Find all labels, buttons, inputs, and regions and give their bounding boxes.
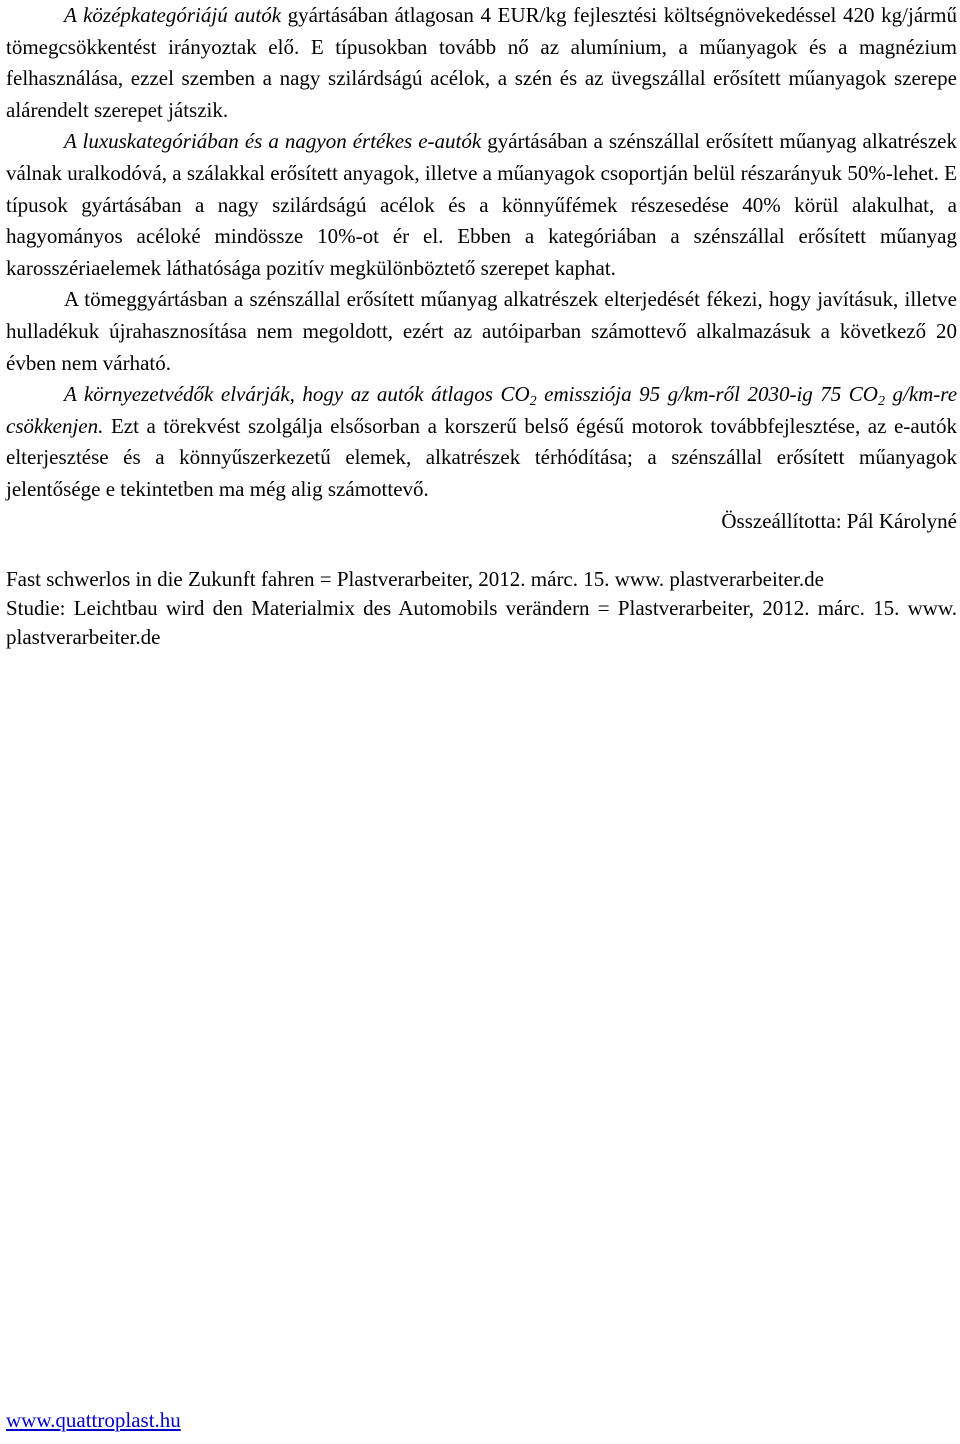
italic-lead: A luxuskategóriában és a nagyon értékes e-autók bbox=[64, 129, 482, 154]
references-list bbox=[6, 565, 957, 652]
paragraph-text: A tömeggyártásban a szénszállal erősített műanyag alkatrészek elterjedését fékezi, hogy javításuk, illetve hulladékuk újrahasznosítása nem megoldott, ezért az autóiparban számottevő alkalmazásuk a következő 20 évben nem várható. bbox=[6, 287, 957, 375]
author-credit: Összeállította: Pál Károlyné bbox=[721, 508, 957, 533]
italic-text-b: emissziója 95 g/km-ről 2030-ig 75 CO bbox=[536, 382, 878, 407]
subscript-2: 2 bbox=[877, 394, 885, 410]
reference-item: Fast schwerlos in die Zukunft fahren = Plastverarbeiter, 2012. márc. 15. www. plastverarbeiter.de bbox=[6, 567, 824, 592]
paragraph-text: Ezt a törekvést szolgálja elsősorban a korszerű belső égésű motorok továbbfejlesztése, az e-autók elterjesztése és a könnyűszerkezetű elemek, alkatrészek térhódítása; a szénszállal erősített műanyagok jelentősége e tekintetben ma még alig számottevő. bbox=[6, 413, 957, 501]
paragraph-luxury-cars bbox=[6, 126, 957, 284]
article-page bbox=[6, 0, 957, 652]
reference-item: Studie: Leichtbau wird den Materialmix des Automobils verändern = Plastverarbeiter, 2012. márc. 15. www. plastverarbeiter.de bbox=[6, 596, 957, 650]
paragraph-midrange-cars bbox=[6, 0, 957, 126]
paragraph-text: gyártásában átlagosan 4 EUR/kg fejlesztési költségnövekedéssel 420 kg/jármű tömegcsökkentést irányoztak elő. E típusokban tovább nő az alumínium, a műanyagok és a magnézium felhasználása, ezzel szemben a nagy szilárdságú acélok, a szén és az üvegszállal erősített műanyagok szerepe alárendelt szerepet játszik. bbox=[6, 3, 957, 122]
paragraph-emissions bbox=[6, 379, 957, 505]
paragraph-mass-production bbox=[6, 284, 957, 379]
footer-website-link[interactable]: www.quattroplast.hu bbox=[6, 1408, 181, 1432]
paragraph-text: gyártásában a szénszállal erősített műanyag alkatrészek válnak uralkodóvá, a szálakkal erősített anyagok, illetve a műanyagok csoportján belül részarányuk 50%-lehet. E típusok gyártásában a nagy szilárdságú acélok és a könnyűfémek részesedése 40% körül alakulhat, a hagyományos acéloké mindössze 10%-ot ér el. Ebben a kategóriában a szénszállal erősített műanyag karosszériaelemek láthatósága pozitív megkülönböztető szerepet kaphat. bbox=[6, 129, 957, 280]
italic-text-c: g/km-re csökkenjen. bbox=[6, 382, 958, 438]
article-body bbox=[6, 0, 957, 506]
italic-lead: A középkategóriájú autók bbox=[64, 3, 282, 27]
subscript-2: 2 bbox=[529, 394, 537, 410]
italic-text-a: A környezetvédők elvárják, hogy az autók átlagos CO bbox=[64, 382, 530, 407]
